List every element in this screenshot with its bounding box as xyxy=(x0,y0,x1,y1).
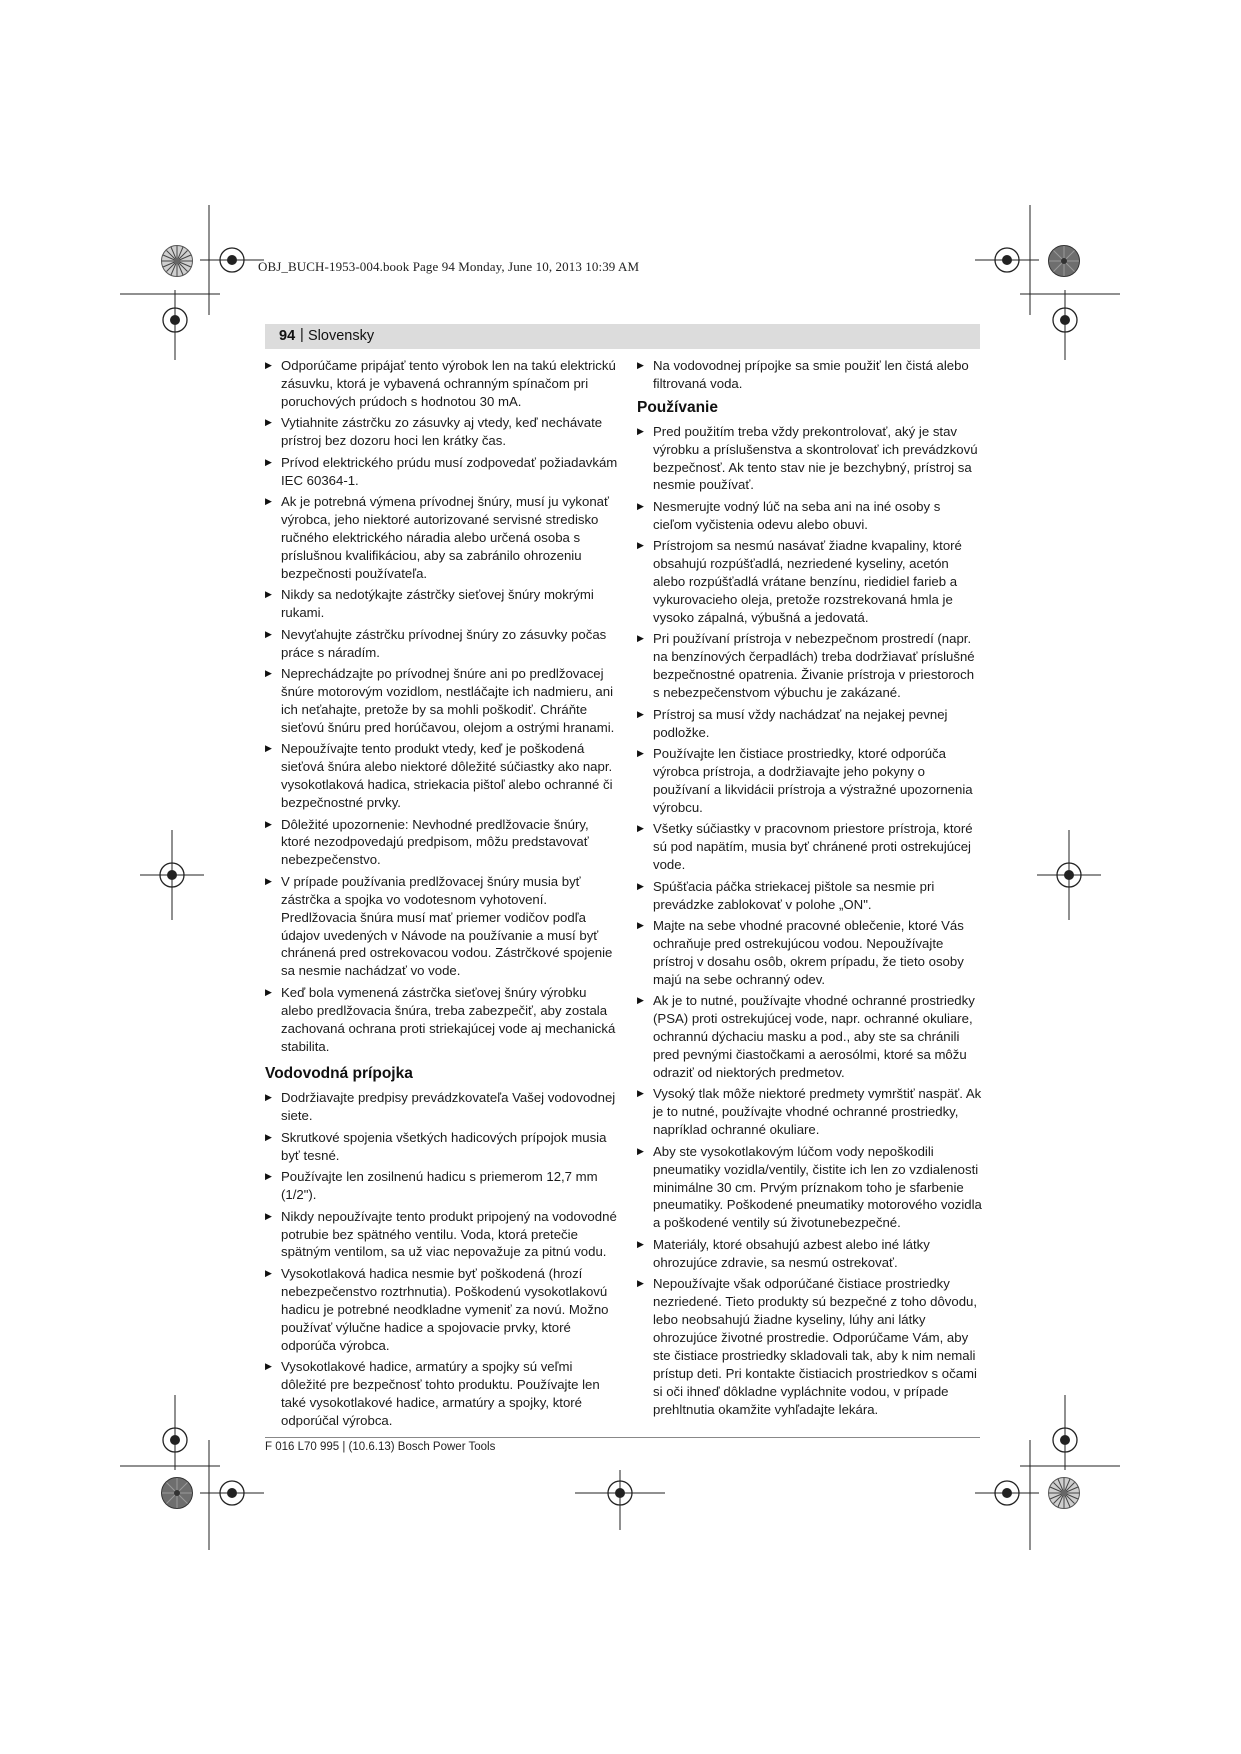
page-number: 94 xyxy=(279,328,296,344)
list-item-text: Nepoužívajte však odporúčané čistiace prostriedky nezriedené. Tieto produkty sú bezpečné z toho dôvodu, lebo neobsahujú žiadne kyseliny, lúhy ani látky ohrozujúce životné prostredie. Odporúčame Vám, aby ste čistiace prostriedky skladovali tak, aby k nim nemali prístup deti. Pri kontakte čistiacich prostriedkov s očami si oči ihneď dôkladne vypláchnite vodou, v prípade prehltnutia okamžite vyhľadajte lekára. xyxy=(653,1276,978,1417)
list-item xyxy=(637,745,982,817)
list-item xyxy=(637,1275,982,1418)
list-item xyxy=(637,498,982,534)
list-item-text: Nikdy nepoužívajte tento produkt pripojený na vodovodné potrubie bez spätného ventilu. Voda, ktorá pretečie spätným ventilom, sa už viac nepovažuje za pitnú vodu. xyxy=(281,1208,617,1260)
list-item-text: Pri používaní prístroja v nebezpečnom prostredí (napr. na benzínových čerpadlách) treba dodržiavať príslušné bezpečnostné opatrenia. Živanie prístroja v priestoroch s nebezpečenstvom výbuchu je zakázané. xyxy=(653,631,975,701)
list-item xyxy=(265,626,620,662)
registration-crosshair-icon xyxy=(120,290,220,360)
triangle-bullet-icon: ▶ xyxy=(637,540,644,551)
color-target-icon xyxy=(160,244,194,278)
list-item xyxy=(637,1085,982,1139)
registration-crosshair-icon xyxy=(1020,290,1120,360)
list-item-text: Všetky súčiastky v pracovnom priestore prístroja, ktoré sú pod napätím, musia byť chránené proti ostrekujúcej vode. xyxy=(653,821,973,873)
list-item xyxy=(265,1208,620,1262)
list-item-text: Ak je potrebná výmena prívodnej šnúry, musí ju vykonať výrobca, jeho niektoré autorizované servisné stredisko ručného elektrického náradia alebo určená osoba s príslušnou kvalifikáciou, aby sa zabránilo ohrozeniu bezpečnosti používateľa. xyxy=(281,494,609,581)
file-header: OBJ_BUCH-1953-004.book Page 94 Monday, June 10, 2013 10:39 AM xyxy=(258,259,640,274)
triangle-bullet-icon: ▶ xyxy=(265,1171,272,1182)
list-item xyxy=(265,1358,620,1430)
list-item-text: Ak je to nutné, používajte vhodné ochranné prostriedky (PSA) proti ostrekujúcej vode, napr. ochranné okuliare, ochrannú dýchaciu masku a pod., aby ste sa chránili pred pevnými čiastočkami a aerosólmi, ktoré sa môžu odraziť od niektorých predmetov. xyxy=(653,993,975,1080)
triangle-bullet-icon: ▶ xyxy=(637,880,644,891)
triangle-bullet-icon: ▶ xyxy=(265,743,272,754)
list-item xyxy=(637,1236,982,1272)
color-target-icon xyxy=(1047,1476,1081,1510)
list-item xyxy=(265,1265,620,1355)
list-item xyxy=(265,1089,620,1125)
list-item xyxy=(637,537,982,627)
section-heading: Používanie xyxy=(637,398,718,416)
triangle-bullet-icon: ▶ xyxy=(637,920,644,931)
list-item xyxy=(265,454,620,490)
triangle-bullet-icon: ▶ xyxy=(637,708,644,719)
list-item xyxy=(265,740,620,812)
triangle-bullet-icon: ▶ xyxy=(265,496,272,507)
left-column xyxy=(265,357,620,1433)
triangle-bullet-icon: ▶ xyxy=(265,628,272,639)
list-item xyxy=(265,984,620,1056)
list-item-text: Vysokotlakové hadice, armatúry a spojky sú veľmi dôležité pre bezpečnosť tohto produktu. Používajte len také vysokotlakové hadice, armatúry a spojky, ktoré odporúčal výrobca. xyxy=(281,1359,600,1428)
list-item xyxy=(265,414,620,450)
list-item-text: Používajte len zosilnenú hadicu s priemerom 12,7 mm (1/2"). xyxy=(281,1169,598,1203)
triangle-bullet-icon: ▶ xyxy=(265,1361,272,1372)
list-item-text: V prípade používania predlžovacej šnúry musia byť zástrčka a spojka vo vodotesnom vyhotovení. Predlžovacia šnúra musí mať priemer vodičov podľa údajov uvedených v Návode na používanie a musí byť chránená pred ostrekovacou vodou. Zástrčkové spojenie sa nesmie nachádzať vo vode. xyxy=(281,873,613,979)
triangle-bullet-icon: ▶ xyxy=(265,417,272,428)
triangle-bullet-icon: ▶ xyxy=(637,1238,644,1249)
list-item-text: Dodržiavajte predpisy prevádzkovateľa Vašej vodovodnej siete. xyxy=(281,1090,616,1124)
list-item xyxy=(265,493,620,583)
list-item xyxy=(637,630,982,702)
list-item xyxy=(265,586,620,622)
list-item xyxy=(265,665,620,737)
list-item-text: Vysoký tlak môže niektoré predmety vymrštiť naspäť. Ak je to nutné, používajte vhodné ochranné prostriedky, napríklad ochranné okuliare. xyxy=(653,1086,982,1138)
list-item xyxy=(637,878,982,914)
list-item-text: Na vodovodnej prípojke sa smie použiť len čistá alebo filtrovaná voda. xyxy=(653,358,969,391)
color-target-icon xyxy=(1047,244,1081,278)
right-column xyxy=(637,357,982,1422)
page-header xyxy=(265,324,980,349)
list-item xyxy=(637,917,982,989)
triangle-bullet-icon: ▶ xyxy=(637,500,644,511)
list-item-text: Nikdy sa nedotýkajte zástrčky sieťovej šnúry mokrými rukami. xyxy=(281,587,594,621)
triangle-bullet-icon: ▶ xyxy=(637,1088,644,1099)
triangle-bullet-icon: ▶ xyxy=(637,1278,644,1289)
triangle-bullet-icon: ▶ xyxy=(637,995,644,1006)
registration-crosshair-icon xyxy=(1020,1395,1120,1470)
triangle-bullet-icon: ▶ xyxy=(637,360,644,370)
list-item xyxy=(265,1168,620,1204)
triangle-bullet-icon: ▶ xyxy=(265,1131,272,1142)
triangle-bullet-icon: ▶ xyxy=(265,1210,272,1221)
triangle-bullet-icon: ▶ xyxy=(265,1267,272,1278)
list-item-text: Prístroj sa musí vždy nachádzať na nejakej pevnej podložke. xyxy=(653,706,948,740)
color-target-icon xyxy=(160,1476,194,1510)
list-item-text: Aby ste vysokotlakovým lúčom vody nepoškodili pneumatiky vozidla/ventily, čistite ich len zo vzdialenosti minimálne 30 cm. Prvým príznakom toho je sfarbenie pneumatiky. Poškodené pneumatiky motorového vozidla a poškodené ventily sú životunebezpečné. xyxy=(653,1143,982,1231)
list-item xyxy=(637,706,982,742)
list-item xyxy=(265,816,620,870)
list-item xyxy=(637,357,982,393)
section-heading: Vodovodná prípojka xyxy=(265,1065,413,1083)
list-item-text: Majte na sebe vhodné pracovné oblečenie, ktoré Vás ochraňuje pred ostrekujúcou vodou. Nepoužívajte prístroj v dosahu osôb, okrem prípadu, že tieto osoby majú na sebe ochranný odev. xyxy=(653,918,964,987)
list-item-text: Materiály, ktoré obsahujú azbest alebo iné látky ohrozujúce zdravie, sa nesmú ostrekovať. xyxy=(653,1236,930,1270)
list-item-text: Nesmerujte vodný lúč na seba ani na iné osoby s cieľom vyčistenia odevu alebo obuvi. xyxy=(653,498,941,532)
triangle-bullet-icon: ▶ xyxy=(637,633,644,644)
list-item-text: Skrutkové spojenia všetkých hadicových prípojok musia byť tesné. xyxy=(281,1129,607,1163)
list-item xyxy=(265,873,620,980)
list-item-text: Vysokotlaková hadica nesmie byť poškodená (hrozí nebezpečenstvo roztrhnutia). Poškodenú vysokotlakovú hadicu je potrebné neodkladne vymeniť za novú. Možno používať výlučne hadice a spojovacie prvky, ktoré odporúča výrobca. xyxy=(281,1265,609,1353)
registration-crosshair-icon xyxy=(1037,830,1101,920)
triangle-bullet-icon: ▶ xyxy=(637,1145,644,1156)
triangle-bullet-icon: ▶ xyxy=(265,818,272,829)
list-item xyxy=(637,820,982,874)
triangle-bullet-icon: ▶ xyxy=(265,589,272,600)
registration-crosshair-icon xyxy=(200,1440,264,1550)
triangle-bullet-icon: ▶ xyxy=(265,1092,272,1103)
list-item-text: Spúšťacia páčka striekacej pištole sa nesmie pri prevádzke zablokovať v polohe „ON". xyxy=(653,878,935,912)
footer-text: F 016 L70 995 | (10.6.13) Bosch Power Tools xyxy=(265,1441,496,1453)
list-item-text: Pred použitím treba vždy prekontrolovať, aký je stav výrobku a príslušenstva a skontrolovať ich prevádzkovú bezpečnosť. Ak tento stav nie je bezchybný, prístroj sa nesmie používať. xyxy=(653,423,978,493)
list-item xyxy=(637,423,982,495)
footer-rule xyxy=(265,1437,980,1438)
list-item xyxy=(265,1129,620,1165)
list-item-text: Nevyťahujte zástrčku prívodnej šnúry zo zásuvky počas práce s náradím. xyxy=(281,626,607,660)
list-item-text: Používajte len čistiace prostriedky, ktoré odporúča výrobca prístroja, a dodržiavajte jeho pokyny o používaní a likvidácii prístroja a výstražné upozornenia výrobcu. xyxy=(653,746,973,815)
triangle-bullet-icon: ▶ xyxy=(265,668,272,679)
language-label: Slovensky xyxy=(308,328,375,344)
triangle-bullet-icon: ▶ xyxy=(265,456,272,467)
list-item-text: Nepoužívajte tento produkt vtedy, keď je poškodená sieťová šnúra alebo niektoré dôležité súčiastky ako napr. vysokotlaková hadica, striekacia pištoľ alebo ochranné či bezpečnostné prvky. xyxy=(281,741,613,810)
registration-crosshair-icon xyxy=(575,1470,665,1530)
triangle-bullet-icon: ▶ xyxy=(265,875,272,886)
list-item-text: Vytiahnite zástrčku zo zásuvky aj vtedy, keď nechávate prístroj bez dozoru hoci len krátky čas. xyxy=(281,415,603,449)
triangle-bullet-icon: ▶ xyxy=(265,986,272,997)
list-item xyxy=(265,357,620,411)
list-item-text: Dôležité upozornenie: Nevhodné predlžovacie šnúry, ktoré nezodpovedajú predpisom, môžu predstavovať nebezpečenstvo. xyxy=(281,816,589,868)
triangle-bullet-icon: ▶ xyxy=(637,425,644,436)
list-item xyxy=(637,1143,982,1233)
list-item-text: Neprechádzajte po prívodnej šnúre ani po predlžovacej šnúre motorovým vozidlom, nestláčajte ich nadmieru, ani ich neťahajte, pretože by sa mohli poškodiť. Chráňte sieťovú šnúru pred horúčavou, olejom a ostrými hranami. xyxy=(281,666,615,735)
list-item xyxy=(637,992,982,1082)
list-item-text: Prívod elektrického prúdu musí zodpovedať požiadavkám IEC 60364-1. xyxy=(281,454,618,488)
list-item-text: Odporúčame pripájať tento výrobok len na takú elektrickú zásuvku, ktorá je vybavená ochranným spínačom pri poruchových prúdoch s hodnotou 30 mA. xyxy=(281,358,616,409)
header-separator: | xyxy=(300,327,304,343)
registration-crosshair-icon xyxy=(140,830,204,920)
triangle-bullet-icon: ▶ xyxy=(637,748,644,759)
triangle-bullet-icon: ▶ xyxy=(637,823,644,834)
list-item-text: Prístrojom sa nesmú nasávať žiadne kvapaliny, ktoré obsahujú rozpúšťadlá, nezriedené kyseliny, acetón alebo rozpúšťadlá vrátane benzínu, riedidiel farieb a vykurovacieho oleja, pretože rozstrekovaná hmla je vysoko zápalná, výbušná a jedovatá. xyxy=(653,538,962,625)
list-item-text: Keď bola vymenená zástrčka sieťovej šnúry výrobku alebo predlžovacia šnúra, treba zabezpečiť, aby zostala zachovaná ochrana proti striekajúcej vode aj mechanická stabilita. xyxy=(281,984,616,1054)
triangle-bullet-icon: ▶ xyxy=(265,360,272,370)
